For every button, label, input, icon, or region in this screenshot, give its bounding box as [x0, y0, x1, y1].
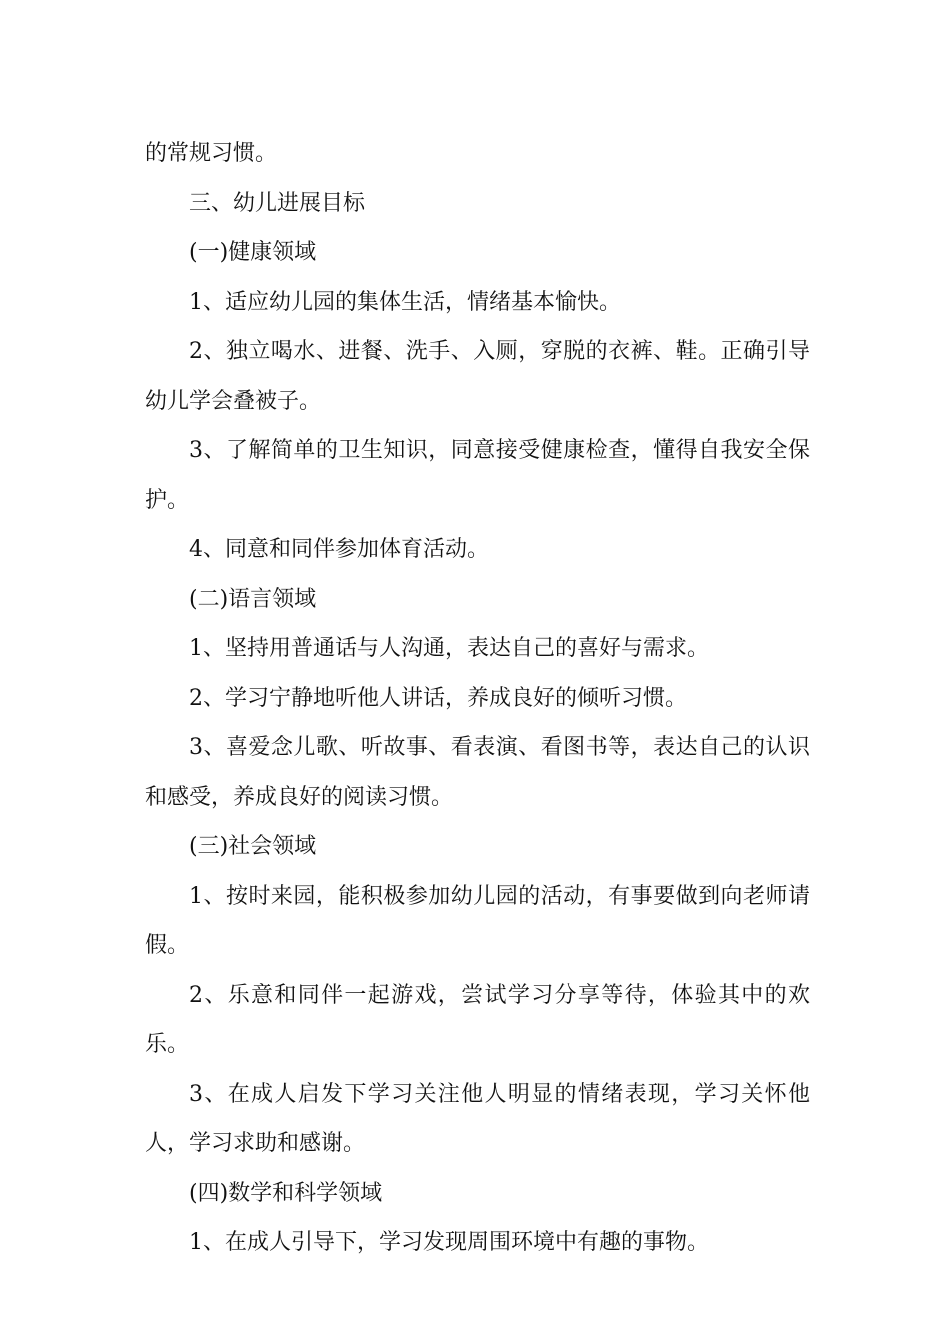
language-item-1: 1、坚持用普通话与人沟通，表达自己的喜好与需求。 — [189, 636, 709, 661]
health-item-3: 3、了解简单的卫生知识，同意接受健康检查，懂得自我安全保护。 — [145, 438, 810, 513]
subheading-health: (一)健康领域 — [189, 240, 317, 265]
health-item-2: 2、独立喝水、进餐、洗手、入厕，穿脱的衣裤、鞋。正确引导幼儿学会叠被子。 — [145, 339, 810, 414]
social-item-3: 3、在成人启发下学习关注他人明显的情绪表现，学习关怀他人，学习求助和感谢。 — [145, 1081, 810, 1156]
language-item-3: 3、喜爱念儿歌、听故事、看表演、看图书等，表达自己的认识和感受，养成良好的阅读习惯。 — [145, 735, 810, 810]
social-item-2: 2、乐意和同伴一起游戏，尝试学习分享等待，体验其中的欢乐。 — [145, 982, 810, 1057]
social-item-1: 1、按时来园，能积极参加幼儿园的活动，有事要做到向老师请假。 — [145, 883, 810, 958]
continuation-line: 的常规习惯。 — [145, 141, 278, 166]
health-item-1: 1、适应幼儿园的集体生活，情绪基本愉快。 — [189, 289, 621, 315]
section-heading-development-goals: 三、幼儿进展目标 — [189, 190, 366, 216]
subheading-language: (二)语言领域 — [189, 586, 317, 612]
subheading-math-science: (四)数学和科学领域 — [189, 1180, 383, 1206]
language-item-2: 2、学习宁静地听他人讲话，养成良好的倾听习惯。 — [189, 685, 687, 711]
health-item-4: 4、同意和同伴参加体育活动。 — [189, 537, 489, 562]
subheading-social: (三)社会领域 — [189, 834, 317, 859]
math-science-item-1: 1、在成人引导下，学习发现周围环境中有趣的事物。 — [189, 1230, 709, 1255]
